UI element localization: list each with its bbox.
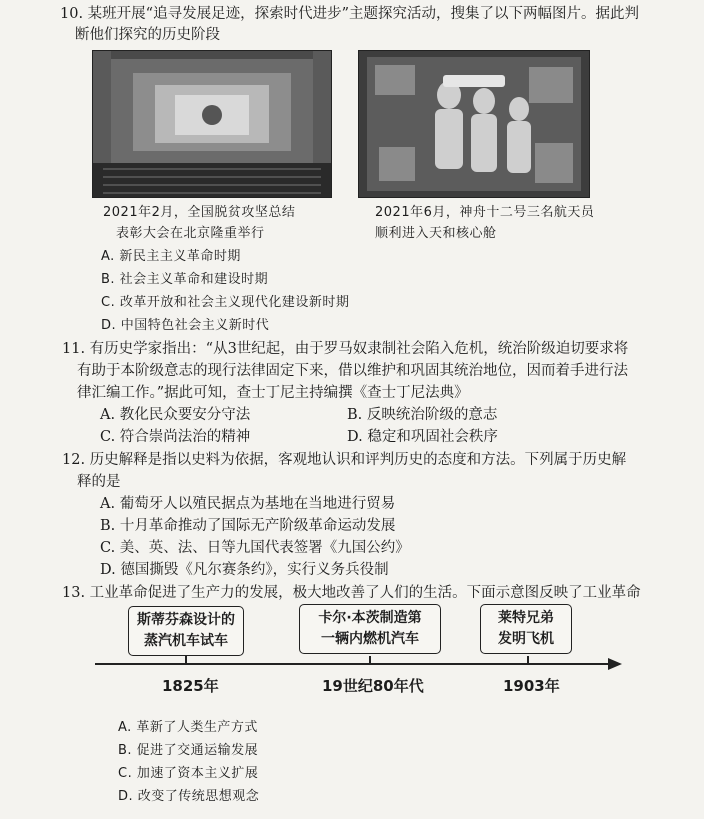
q12-option-c: C. 美、英、法、日等九国代表签署《九国公约》 — [100, 540, 410, 556]
caption-astronauts-line2: 顺利进入天和核心舱 — [375, 226, 497, 241]
timeline-label-1903: 1903年 — [503, 677, 560, 695]
q11-option-b: B. 反映统治阶级的意志 — [347, 407, 498, 423]
q11-option-a: A. 教化民众要安分守法 — [100, 407, 251, 423]
q12-option-d: D. 德国撕毁《凡尔赛条约》，实行义务兵役制 — [100, 562, 389, 578]
timeline-label-1880s: 19世纪80年代 — [322, 677, 424, 695]
q13-stem-line1: 13. 工业革命促进了生产力的发展，极大地改善了人们的生活。下面示意图反映了工业革命 — [62, 585, 641, 601]
timeline-event-steam-locomotive — [128, 606, 244, 656]
q11-stem-line1: 11. 有历史学家指出：“从3世纪起，由于罗马奴隶制社会陷入危机，统治阶级迫切要求将 — [62, 341, 629, 357]
q11-option-c: C. 符合崇尚法治的精神 — [100, 429, 251, 445]
q10-stem-line2: 断他们探究的历史阶段 — [75, 27, 220, 43]
timeline-event-wright-airplane — [480, 604, 572, 654]
q10-option-b: B. 社会主义革命和建设时期 — [101, 272, 269, 287]
q13-option-b: B. 促进了交通运输发展 — [118, 743, 259, 758]
timeline-event-3-line2: 发明飞机 — [498, 631, 554, 647]
q12-option-b: B. 十月革命推动了国际无产阶级革命运动发展 — [100, 518, 396, 534]
q10-stem-line1: 10. 某班开展“追寻发展足迹，探索时代进步”主题探究活动，搜集了以下两幅图片。据此判 — [60, 6, 639, 22]
q10-option-d: D. 中国特色社会主义新时代 — [101, 318, 270, 333]
q10-option-a: A. 新民主主义革命时期 — [101, 249, 241, 264]
timeline-event-benz-car — [299, 604, 441, 654]
q13-option-d: D. 改变了传统思想观念 — [118, 789, 260, 804]
caption-astronauts-line1: 2021年6月，神舟十二号三名航天员 — [375, 205, 595, 220]
timeline-event-3-line1: 莱特兄弟 — [498, 610, 554, 626]
q13-option-a: A. 革新了人类生产方式 — [118, 720, 258, 735]
caption-conference-line1: 2021年2月，全国脱贫攻坚总结 — [103, 205, 296, 220]
q11-stem-line3: 律汇编工作。”据此可知，查士丁尼主持编撰《查士丁尼法典》 — [77, 385, 469, 401]
timeline-event-2-line2: 一辆内燃机汽车 — [321, 631, 419, 647]
timeline-event-1-line1: 斯蒂芬森设计的 — [137, 612, 235, 628]
q12-stem-line1: 12. 历史解释是指以史料为依据，客观地认识和评判历史的态度和方法。下列属于历史解 — [62, 452, 627, 468]
q13-option-c: C. 加速了资本主义扩展 — [118, 766, 259, 781]
q11-option-d: D. 稳定和巩固社会秩序 — [347, 429, 498, 445]
timeline-label-1825: 1825年 — [162, 677, 219, 695]
q12-stem-line2: 释的是 — [77, 474, 121, 490]
q12-option-a: A. 葡萄牙人以殖民据点为基地在当地进行贸易 — [100, 496, 396, 512]
q10-option-c: C. 改革开放和社会主义现代化建设新时期 — [101, 295, 350, 310]
timeline-event-1-line2: 蒸汽机车试车 — [144, 633, 228, 649]
caption-conference-line2: 表彰大会在北京隆重举行 — [116, 226, 265, 241]
q11-stem-line2: 有助于本阶级意志的现行法律固定下来，借以维护和巩固其统治地位，因而着手进行法 — [77, 363, 628, 379]
timeline-event-2-line1: 卡尔·本茨制造第 — [318, 610, 422, 626]
